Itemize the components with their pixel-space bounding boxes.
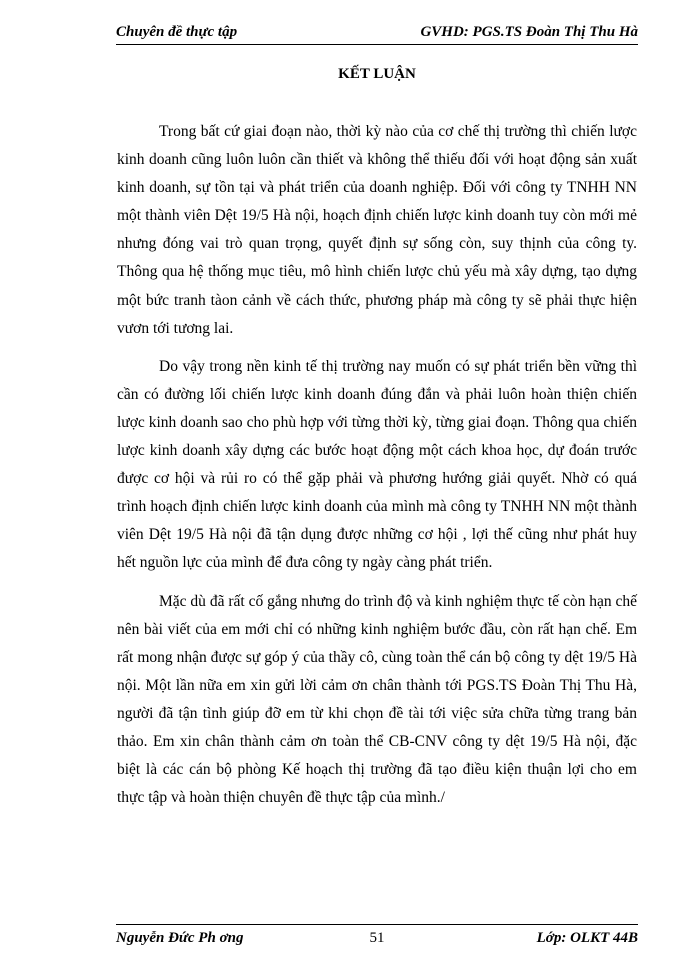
footer-divider: [116, 924, 638, 925]
paragraph-2: Do vậy trong nền kinh tế thị trường nay muốn có sự phát triển bền vững thì cần có đường lối chiến lược kinh doanh đúng đắn và phải luôn hoàn thiện chiến lược kinh doanh sao cho phù hợp với từng thời kỳ, từng giai đoạn. Thông qua chiến lược kinh doanh xây dựng các bước hoạt động một cách khoa học, dự đoán trước được cơ hội và rủi ro có thể gặp phải và phương hướng giải quyết. Nhờ có quá trình hoạch định chiến lược kinh doanh của mình mà công ty TNHH NN một thành viên Dệt 19/5 Hà nội đã tận dụng được những cơ hội , lợi thế cũng như phát huy hết nguồn lực của mình để đưa công ty ngày càng phát triển.: [117, 357, 637, 572]
page-title: KẾT LUẬN: [338, 66, 416, 82]
footer-class: Lớp: OLKT 44B: [536, 930, 638, 946]
document-body: [117, 118, 637, 822]
page-header: [116, 22, 638, 42]
page-number: 51: [369, 930, 385, 946]
page-footer: [116, 928, 638, 950]
header-subject: Chuyên đề thực tập: [116, 24, 238, 40]
footer-author: Nguyễn Đức Ph ơng: [116, 930, 244, 946]
header-supervisor: GVHD: PGS.TS Đoàn Thị Thu Hà: [420, 24, 638, 40]
header-divider: [116, 44, 638, 45]
paragraph-1: Trong bất cứ giai đoạn nào, thời kỳ nào của cơ chế thị trường thì chiến lược kinh doanh cũng luôn luôn cần thiết và không thể thiếu đối với hoạt động sản xuất kinh doanh, sự tồn tại và phát triển của doanh nghiệp. Đối với công ty TNHH NN một thành viên Dệt 19/5 Hà nội, hoạch định chiến lược kinh doanh tuy còn mới mẻ nhưng đóng vai trò quan trọng, quyết định sự sống còn, suy thịnh của công ty. Thông qua hệ thống mục tiêu, mô hình chiến lược chủ yếu mà xây dựng, tạo dựng một bức tranh tàon cảnh về cách thức, phương pháp mà công ty sẽ phải thực hiện vươn tới tương lai.: [117, 123, 637, 337]
paragraph-3: Mặc dù đã rất cố gắng nhưng do trình độ và kinh nghiệm thực tế còn hạn chế nên bài viết của em mới chỉ có những kinh nghiệm bước đầu, còn rất hạn chế. Em rất mong nhận được sự góp ý của thầy cô, cùng toàn thể cán bộ công ty dệt 19/5 Hà nội. Một lần nữa em xin gửi lời cảm ơn chân thành tới PGS.TS Đoàn Thị Thu Hà, người đã tận tình giúp đỡ em từ khi chọn đề tài tới việc sửa chữa từng trang bản thảo. Em xin chân thành cảm ơn toàn thể CB-CNV công ty dệt 19/5 Hà nội, đặc biệt là các cán bộ phòng Kế hoạch thị trường đã tạo điều kiện thuận lợi cho em thực tập và hoàn thiện chuyên đề thực tập của mình./: [117, 592, 637, 807]
